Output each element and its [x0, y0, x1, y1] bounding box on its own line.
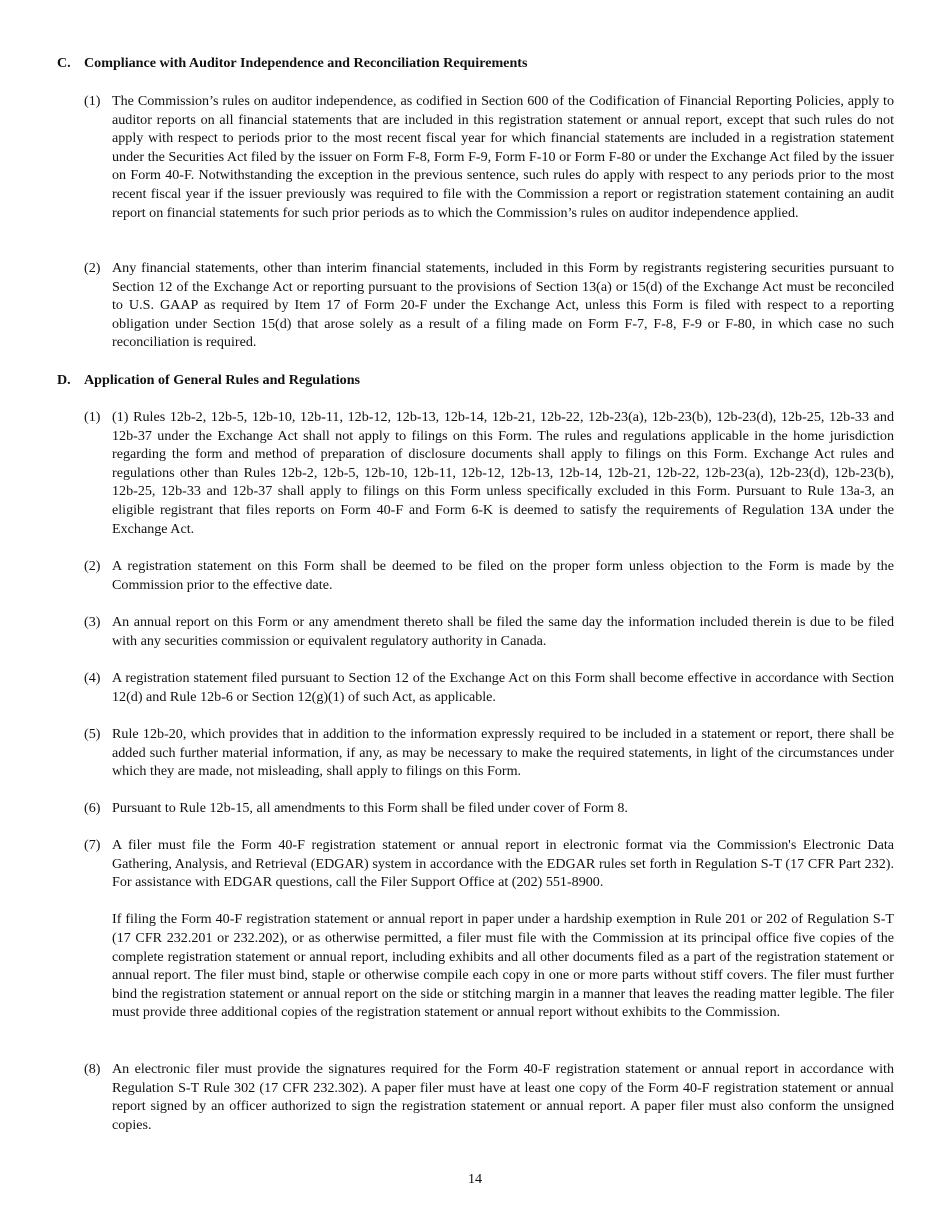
item-body: [112, 725, 894, 781]
section-c-item-2: [84, 259, 894, 352]
section-c-title: Compliance with Auditor Independence and Reconciliation Requirements: [84, 55, 528, 71]
item-paragraph: A filer must file the Form 40-F registration statement or annual report in electronic format via the Commission's Electronic Data Gathering, Analysis, and Retrieval (EDGAR) system in accordance with the EDGAR rules set forth in Regulation S-T (17 CFR Part 232). For assistance with EDGAR questions, call the Filer Support Office at (202) 551-8900.: [112, 837, 894, 891]
section-d-item-7: [84, 836, 894, 1022]
item-paragraph: A registration statement on this Form shall be deemed to be filed on the proper form unless objection to the Form is made by the Commission prior to the effective date.: [112, 558, 894, 593]
section-d-item-8: [84, 1060, 894, 1134]
item-paragraph: A registration statement filed pursuant to Section 12 of the Exchange Act on this Form shall become effective in accordance with Section 12(d) and Rule 12b-6 or Section 12(g)(1) of such Act, as applicable.: [112, 670, 894, 705]
item-number: (2): [84, 260, 101, 276]
item-body: [112, 1060, 894, 1134]
section-d-item-3: [84, 613, 894, 650]
item-paragraph: (1) Rules 12b-2, 12b-5, 12b-10, 12b-11, 12b-12, 12b-13, 12b-14, 12b-21, 12b-22, 12b-23(a), 12b-23(b), 12b-23(d), 12b-25, 12b-33 and 12b-37 under the Exchange Act shall not apply to filings on this Form. The rules and regulations applicable in the home jurisdiction regarding the form and method of preparation of disclosure documents shall apply to filings on this Form. Exchange Act rules and regulations other than Rules 12b-2, 12b-5, 12b-10, 12b-11, 12b-12, 12b-13, 12b-14, 12b-21, 12b-22, 12b-23(a), 12b-23(d), 12b-23(b), 12b-25, 12b-33 and 12b-37 shall apply to filings on this Form unless specifically excluded in this Form. Pursuant to Rule 13a-3, an eligible registrant that files reports on Form 40-F and Form 6-K is deemed to satisfy the requirements of Regulation 13A under the Exchange Act.: [112, 409, 894, 537]
item-body: [112, 613, 894, 650]
item-body: [112, 408, 894, 538]
item-paragraph: Pursuant to Rule 12b-15, all amendments to this Form shall be filed under cover of Form 8.: [112, 800, 628, 816]
item-number: (5): [84, 726, 101, 742]
item-number: (7): [84, 837, 101, 853]
section-d-heading: [57, 371, 917, 390]
section-c-heading: [57, 54, 917, 73]
item-number: (4): [84, 670, 101, 686]
item-paragraph: Rule 12b-20, which provides that in addition to the information expressly required to be included in a statement or report, there shall be added such further material information, if any, as may be necessary to make the required statements, in light of the circumstances under which they are made, not misleading, shall apply to filings on this Form.: [112, 726, 894, 780]
section-d-item-1: [84, 408, 894, 538]
item-paragraph: An electronic filer must provide the signatures required for the Form 40-F registration statement or annual report in accordance with Regulation S-T Rule 302 (17 CFR 232.302). A paper filer must have at least one copy of the Form 40-F registration statement or annual report signed by an officer authorized to sign the registration statement or annual report. A paper filer must also conform the unsigned copies.: [112, 1061, 894, 1133]
item-number: (6): [84, 800, 101, 816]
section-c-letter: C.: [57, 55, 71, 71]
item-body: [112, 259, 894, 352]
section-d-letter: D.: [57, 372, 71, 388]
item-body: [112, 836, 894, 1022]
item-body: [112, 92, 894, 222]
section-d-item-6: [84, 799, 894, 818]
item-paragraph: The Commission’s rules on auditor independence, as codified in Section 600 of the Codification of Financial Reporting Policies, apply to auditor reports on all financial statements that are included in this registration statement or annual report, except that such rules do not apply with respect to periods prior to the most recent fiscal year for which financial statements are included in a registration statement under the Securities Act filed by the issuer on Form F-8, Form F-9, Form F-10 or Form F-80 or under the Exchange Act filed by the issuer on Form 40-F. Notwithstanding the exception in the previous sentence, such rules do apply with respect to any periods prior to the most recent fiscal year if the issuer previously was required to file with the Commission a report or registration statement containing an audit report on financial statements for such prior periods as to which the Commission’s rules on auditor independence applied.: [112, 93, 894, 221]
section-d-title: Application of General Rules and Regulations: [84, 372, 361, 388]
page-number: 14: [467, 1171, 483, 1187]
item-number: (1): [84, 93, 101, 109]
section-c-item-1: [84, 92, 894, 222]
section-d-item-2: [84, 557, 894, 594]
item-number: (2): [84, 558, 101, 574]
item-body: [112, 669, 894, 706]
item-paragraph: If filing the Form 40-F registration statement or annual report in paper under a hardship exemption in Rule 201 or 202 of Regulation S-T (17 CFR 232.201 or 232.202), or as otherwise permitted, a filer must file with the Commission at its principal office five copies of the complete registration statement or annual report, including exhibits and all other documents filed as a part of the registration statement or annual report. The filer must bind, staple or otherwise compile each copy in one or more parts without stiff covers. The filer must further bind the registration statement or annual report on the side or stitching margin in a manner that leaves the reading matter legible. The filer must provide three additional copies of the registration statement or annual report without exhibits to the Commission.: [112, 911, 894, 1021]
section-d-item-4: [84, 669, 894, 706]
item-number: (8): [84, 1061, 101, 1077]
item-paragraph: Any financial statements, other than interim financial statements, included in this Form by registrants registering securities pursuant to Section 12 of the Exchange Act or reporting pursuant to the provisions of Section 13(a) or 15(d) of the Exchange Act must be reconciled to U.S. GAAP as required by Item 17 of Form 20-F under the Exchange Act, unless this Form is filed with respect to a reporting obligation under Section 15(d) that arose solely as a result of a filing made on Form F-7, F-8, F-9 or F-80, in which case no such reconciliation is required.: [112, 260, 894, 351]
item-number: (3): [84, 614, 101, 630]
section-d-item-5: [84, 725, 894, 781]
item-body: [112, 799, 894, 818]
item-number: (1): [84, 409, 101, 425]
item-paragraph: An annual report on this Form or any amendment thereto shall be filed the same day the information included therein is due to be filed with any securities commission or equivalent regulatory authority in Canada.: [112, 614, 894, 649]
item-body: [112, 557, 894, 594]
